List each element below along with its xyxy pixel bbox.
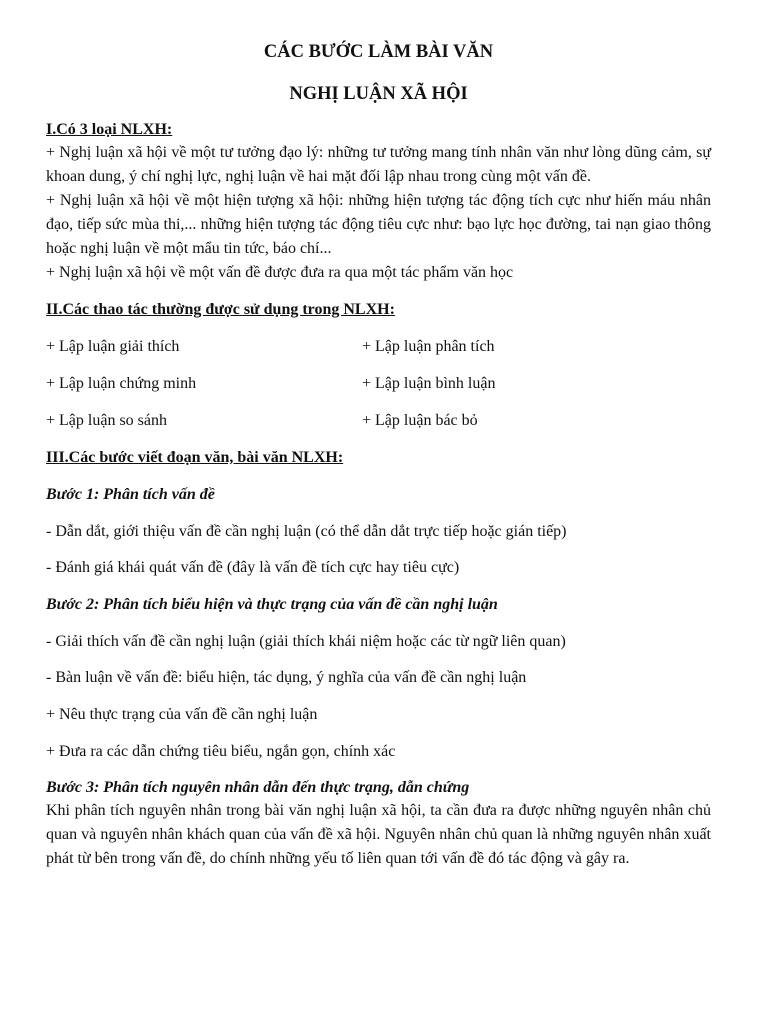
step-2-line-discuss: - Bàn luận về vấn đề: biểu hiện, tác dụng, ý nghĩa của vấn đề cần nghị luận bbox=[46, 669, 527, 686]
section-1-heading: I.Có 3 loại NLXH: bbox=[46, 121, 173, 138]
operations-list bbox=[46, 336, 711, 432]
document-title-line-1: CÁC BƯỚC LÀM BÀI VĂN bbox=[263, 42, 494, 62]
section-3-heading: III.Các bước viết đoạn văn, bài văn NLXH: bbox=[46, 449, 344, 466]
step-2-line-explain: - Giải thích vấn đề cần nghị luận (giải thích khái niệm hoặc các từ ngữ liên quan) bbox=[46, 633, 566, 650]
section-1-item-literary-work: + Nghị luận xã hội về một vấn đề được đưa ra qua một tác phẩm văn học bbox=[46, 264, 514, 281]
step-3-paragraph: Khi phân tích nguyên nhân trong bài văn nghị luận xã hội, ta cần đưa ra được những nguyên nhân chủ quan và nguyên nhân khách quan của vấn đề xã hội. Nguyên nhân chủ quan là những nguyên nhân xuất phát từ bên trong vấn đề, do chính những yếu tố liên quan tới vấn đề đó tác động và gây ra. bbox=[46, 802, 711, 867]
operation-explain: + Lập luận giải thích bbox=[46, 338, 180, 355]
section-1-item-social-phenomenon: + Nghị luận xã hội về một hiện tượng xã hội: những hiện tượng tác động tích cực như hiến máu nhân đạo, tiếp sức mùa thi,... những hiện tượng tác động tiêu cực như: bạo lực học đường, tai nạn giao thông hoặc nghị luận về một mẩu tin tức, báo chí... bbox=[46, 192, 711, 257]
operation-refute: + Lập luận bác bỏ bbox=[362, 412, 478, 429]
step-2-line-situation: + Nêu thực trạng của vấn đề cần nghị luận bbox=[46, 706, 318, 723]
step-1-line-evaluate: - Đánh giá khái quát vấn đề (đây là vấn đề tích cực hay tiêu cực) bbox=[46, 559, 460, 576]
document-page bbox=[46, 40, 711, 871]
operation-compare: + Lập luận so sánh bbox=[46, 412, 167, 429]
step-3-title: Bước 3: Phân tích nguyên nhân dẫn đến thực trạng, dẫn chứng bbox=[46, 779, 470, 796]
section-1-item-ethics: + Nghị luận xã hội về một tư tưởng đạo lý: những tư tưởng mang tính nhân văn như lòng dũng cảm, sự khoan dung, ý chí nghị lực, nghị luận về hai mặt đối lập nhau trong cùng một vấn đề. bbox=[46, 144, 711, 185]
step-1-line-intro: - Dẫn dắt, giới thiệu vấn đề cần nghị luận (có thể dẫn dắt trực tiếp hoặc gián tiếp) bbox=[46, 523, 567, 540]
step-1-title: Bước 1: Phân tích vấn đề bbox=[46, 486, 215, 503]
step-2-line-evidence: + Đưa ra các dẫn chứng tiêu biểu, ngắn gọn, chính xác bbox=[46, 743, 396, 760]
operation-prove: + Lập luận chứng minh bbox=[46, 375, 197, 392]
section-2-heading: II.Các thao tác thường được sử dụng trong NLXH: bbox=[46, 301, 395, 318]
operation-comment: + Lập luận bình luận bbox=[362, 375, 496, 392]
operation-analyze: + Lập luận phân tích bbox=[362, 338, 495, 355]
document-title-line-2: NGHỊ LUẬN XÃ HỘI bbox=[289, 84, 468, 104]
step-2-title: Bước 2: Phân tích biểu hiện và thực trạng của vấn đề cần nghị luận bbox=[46, 596, 498, 613]
